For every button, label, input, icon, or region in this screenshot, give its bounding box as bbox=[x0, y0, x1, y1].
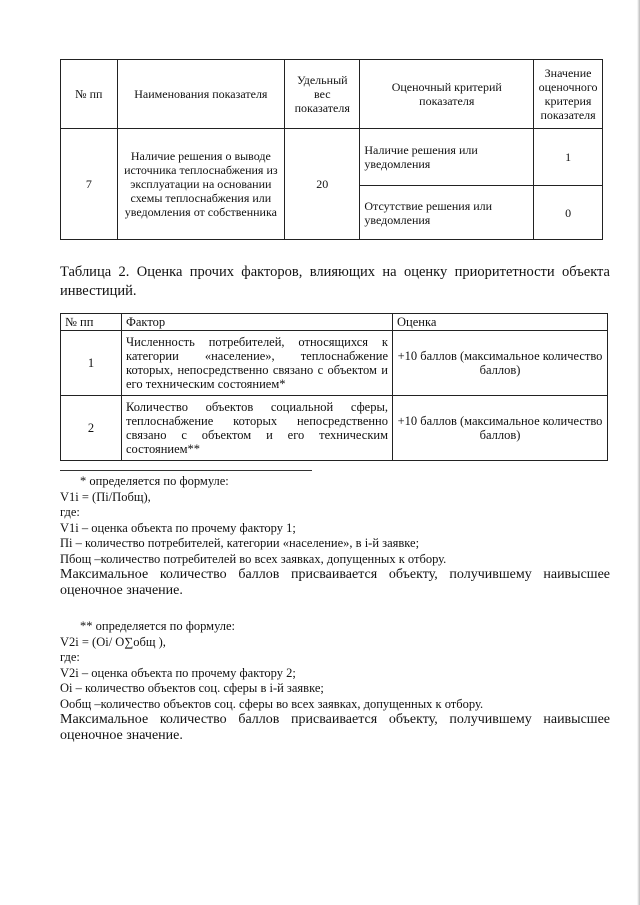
note1-def3: Пбощ –количество потребителей во всех заявках, допущенных к отбору. bbox=[60, 551, 447, 566]
note1-intro: * определяется по формуле: bbox=[80, 474, 229, 488]
table-row bbox=[61, 331, 608, 396]
header-criterion: Оценочный критерий показателя bbox=[360, 60, 534, 129]
table-header-row bbox=[61, 60, 603, 129]
header-num: № пп bbox=[61, 314, 122, 331]
note1-def1: V1i – оценка объекта по прочему фактору 1; bbox=[60, 520, 296, 535]
criterion-value: 0 bbox=[534, 186, 603, 240]
note1-def2: Пi – количество потребителей, категории «население», в i-й заявке; bbox=[60, 536, 420, 550]
row-num: 2 bbox=[61, 396, 122, 461]
footnote-divider bbox=[60, 470, 312, 471]
header-weight: Удельный вес показателя bbox=[285, 60, 360, 129]
header-value: Значение оценочного критерия показателя bbox=[534, 60, 603, 129]
note2-def2: Oi – количество объектов соц. сферы в i-й заявке; bbox=[60, 681, 324, 695]
header-num: № пп bbox=[61, 60, 118, 129]
note2-def1: V2i – оценка объекта по прочему фактору 2; bbox=[60, 665, 296, 680]
note1-formula: V1i = (Пi/Побщ), bbox=[60, 489, 151, 504]
header-factor: Фактор bbox=[122, 314, 393, 331]
criterion-value: 1 bbox=[534, 129, 603, 186]
table-caption: Таблица 2. Оценка прочих факторов, влияющих на оценку приоритетности объекта инвестиций. bbox=[60, 264, 610, 299]
indicator-table bbox=[60, 59, 603, 240]
table-row bbox=[61, 129, 603, 186]
table-row bbox=[61, 396, 608, 461]
row-score: +10 баллов (максимальное количество баллов) bbox=[393, 396, 608, 461]
note2-formula: V2i = (Oi/ O∑общ ), bbox=[60, 634, 166, 649]
row-num: 1 bbox=[61, 331, 122, 396]
header-name: Наименования показателя bbox=[117, 60, 284, 129]
criterion-text: Отсутствие решения или уведомления bbox=[360, 186, 534, 240]
note1-where: где: bbox=[60, 505, 80, 519]
header-score: Оценка bbox=[393, 314, 608, 331]
note2-conclusion: Максимальное количество баллов присваивается объекту, получившему наивысшее оценочное значение. bbox=[60, 712, 610, 743]
note2-def3: Ообщ –количество объектов соц. сферы во всех заявках, допущенных к отбору. bbox=[60, 696, 484, 711]
row-factor: Численность потребителей, относящихся к категории «население», теплоснабжение которых, непосредственно связано с объектом и его техническим состоянием* bbox=[122, 331, 393, 396]
row-num: 7 bbox=[61, 129, 118, 240]
row-score: +10 баллов (максимальное количество баллов) bbox=[393, 331, 608, 396]
note2-where: где: bbox=[60, 650, 80, 664]
row-factor: Количество объектов социальной сферы, теплоснабжение которых непосредственно связано с объектом и его техническим состоянием** bbox=[122, 396, 393, 461]
row-name: Наличие решения о выводе источника теплоснабжения из эксплуатации на основании схемы теплоснабжения или уведомления от собственника bbox=[117, 129, 284, 240]
note2-intro: ** определяется по формуле: bbox=[80, 619, 236, 633]
note1-conclusion: Максимальное количество баллов присваивается объекту, получившему наивысшее оценочное значение. bbox=[60, 567, 610, 598]
footnotes bbox=[60, 470, 610, 744]
row-weight: 20 bbox=[285, 129, 360, 240]
criterion-text: Наличие решения или уведомления bbox=[360, 129, 534, 186]
factors-table bbox=[60, 313, 608, 461]
table-header-row bbox=[61, 314, 608, 331]
